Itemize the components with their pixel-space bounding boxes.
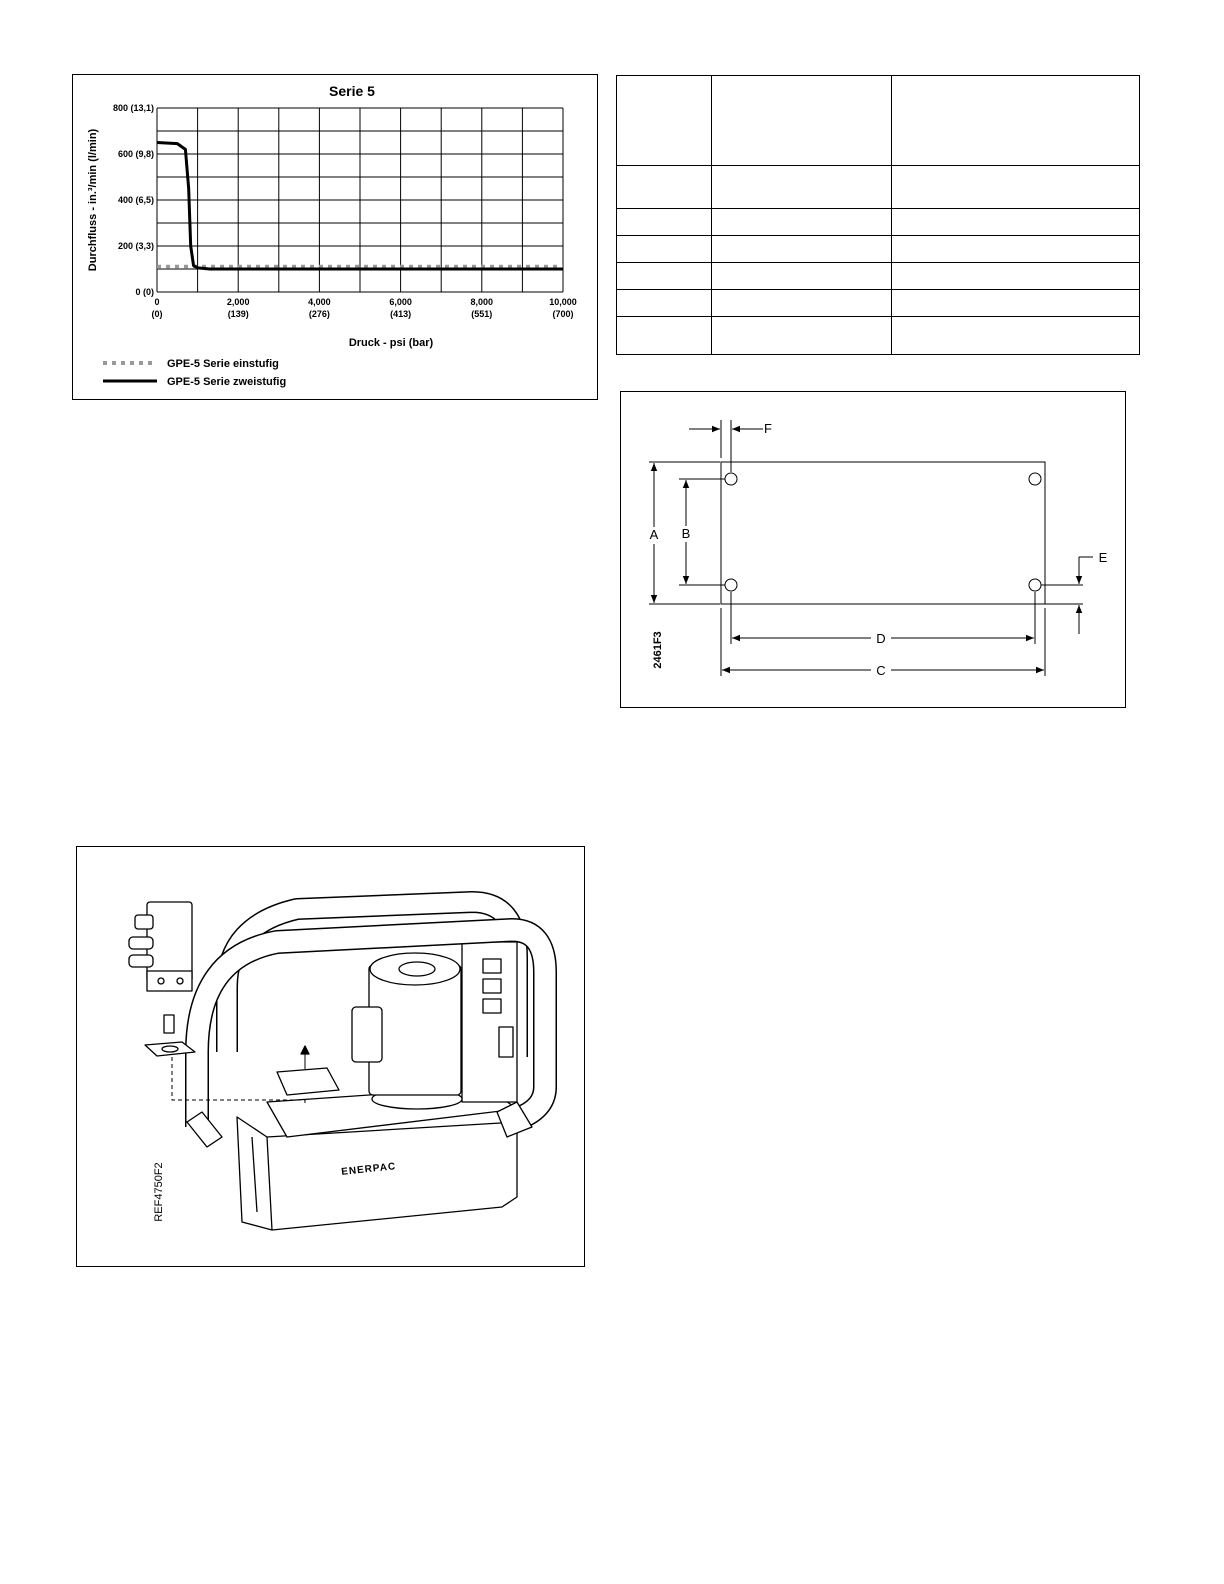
pump-assembly-illustration — [77, 847, 586, 1268]
x-tick-label: (413) — [390, 309, 412, 319]
figure-ref: REF4750F2 — [153, 1162, 165, 1222]
dimension-frame — [620, 391, 1126, 708]
adapter-fitting — [164, 1015, 174, 1033]
y-tick-label: 600 (9,8) — [117, 149, 154, 159]
chart-frame — [72, 74, 598, 400]
switch — [483, 999, 501, 1013]
y-tick-label: 0 (0) — [135, 287, 154, 297]
pump-frame — [76, 846, 585, 1267]
x-tick-label: (551) — [471, 309, 493, 319]
x-tick-label: (700) — [552, 309, 574, 319]
table-cell — [617, 290, 712, 317]
valve-assembly — [129, 902, 192, 991]
switch — [499, 1027, 513, 1057]
table-cell — [711, 209, 892, 236]
x-tick-label: 6,000 — [389, 297, 412, 307]
table-cell — [892, 263, 1140, 290]
table-cell — [711, 236, 892, 263]
table-row — [617, 317, 1140, 355]
switch — [483, 979, 501, 993]
switch — [483, 959, 501, 973]
x-tick-label: 4,000 — [308, 297, 331, 307]
dim-label-e: E — [1098, 550, 1108, 565]
table-cell — [617, 236, 712, 263]
table-row — [617, 166, 1140, 209]
table-cell — [892, 76, 1140, 166]
table-cell — [892, 290, 1140, 317]
table-row — [617, 236, 1140, 263]
table-cell — [892, 317, 1140, 355]
table-row — [617, 209, 1140, 236]
flow-chart — [73, 75, 599, 401]
y-tick-label: 400 (6,5) — [117, 195, 154, 205]
table-cell — [892, 236, 1140, 263]
chart-title: Serie 5 — [329, 83, 375, 99]
table-cell — [617, 76, 712, 166]
y-tick-label: 800 (13,1) — [112, 103, 154, 113]
table-row — [617, 76, 1140, 166]
mounting-hole — [1029, 473, 1041, 485]
spec-table — [616, 75, 1140, 355]
dim-label-b: B — [681, 526, 691, 541]
x-tick-label: (0) — [151, 309, 163, 319]
dim-label-a: A — [649, 527, 659, 542]
y-axis-label: Durchfluss - in.³/min (l/min) — [87, 128, 99, 272]
mounting-hole — [725, 579, 737, 591]
legend-label: GPE-5 Serie einstufig — [167, 358, 279, 370]
mounting-hole — [1029, 579, 1041, 591]
table-cell — [711, 290, 892, 317]
dim-label-f: F — [764, 421, 772, 436]
table-cell — [711, 317, 892, 355]
table-cell — [617, 263, 712, 290]
table-cell — [892, 166, 1140, 209]
y-tick-label: 200 (3,3) — [117, 241, 154, 251]
table-cell — [711, 76, 892, 166]
x-tick-label: 2,000 — [226, 297, 250, 307]
table-row — [617, 290, 1140, 317]
legend-label: GPE-5 Serie zweistufig — [167, 376, 287, 388]
x-tick-label: (139) — [227, 309, 249, 319]
motor-fan-cover — [370, 953, 460, 985]
x-tick-label: (276) — [308, 309, 330, 319]
table-cell — [617, 209, 712, 236]
mounting-hole — [725, 473, 737, 485]
motor-terminal-box — [352, 1007, 382, 1062]
base-plate-outline — [721, 462, 1045, 604]
dim-label-d: D — [876, 631, 886, 646]
table-cell — [617, 317, 712, 355]
table-row — [617, 263, 1140, 290]
dim-label-c: C — [876, 663, 886, 678]
table-cell — [711, 263, 892, 290]
x-tick-label: 10,000 — [549, 297, 577, 307]
mounting-dimension-diagram — [621, 392, 1127, 709]
table-cell — [892, 209, 1140, 236]
x-axis-label: Druck - psi (bar) — [348, 337, 434, 349]
table-cell — [617, 166, 712, 209]
table-cell — [711, 166, 892, 209]
figure-ref: 2461F3 — [652, 631, 664, 669]
pump-brand: ENERPAC — [340, 1161, 397, 1178]
x-tick-label: 8,000 — [470, 297, 494, 307]
x-tick-label: 0 — [154, 297, 160, 307]
cover-plate — [277, 1068, 339, 1095]
